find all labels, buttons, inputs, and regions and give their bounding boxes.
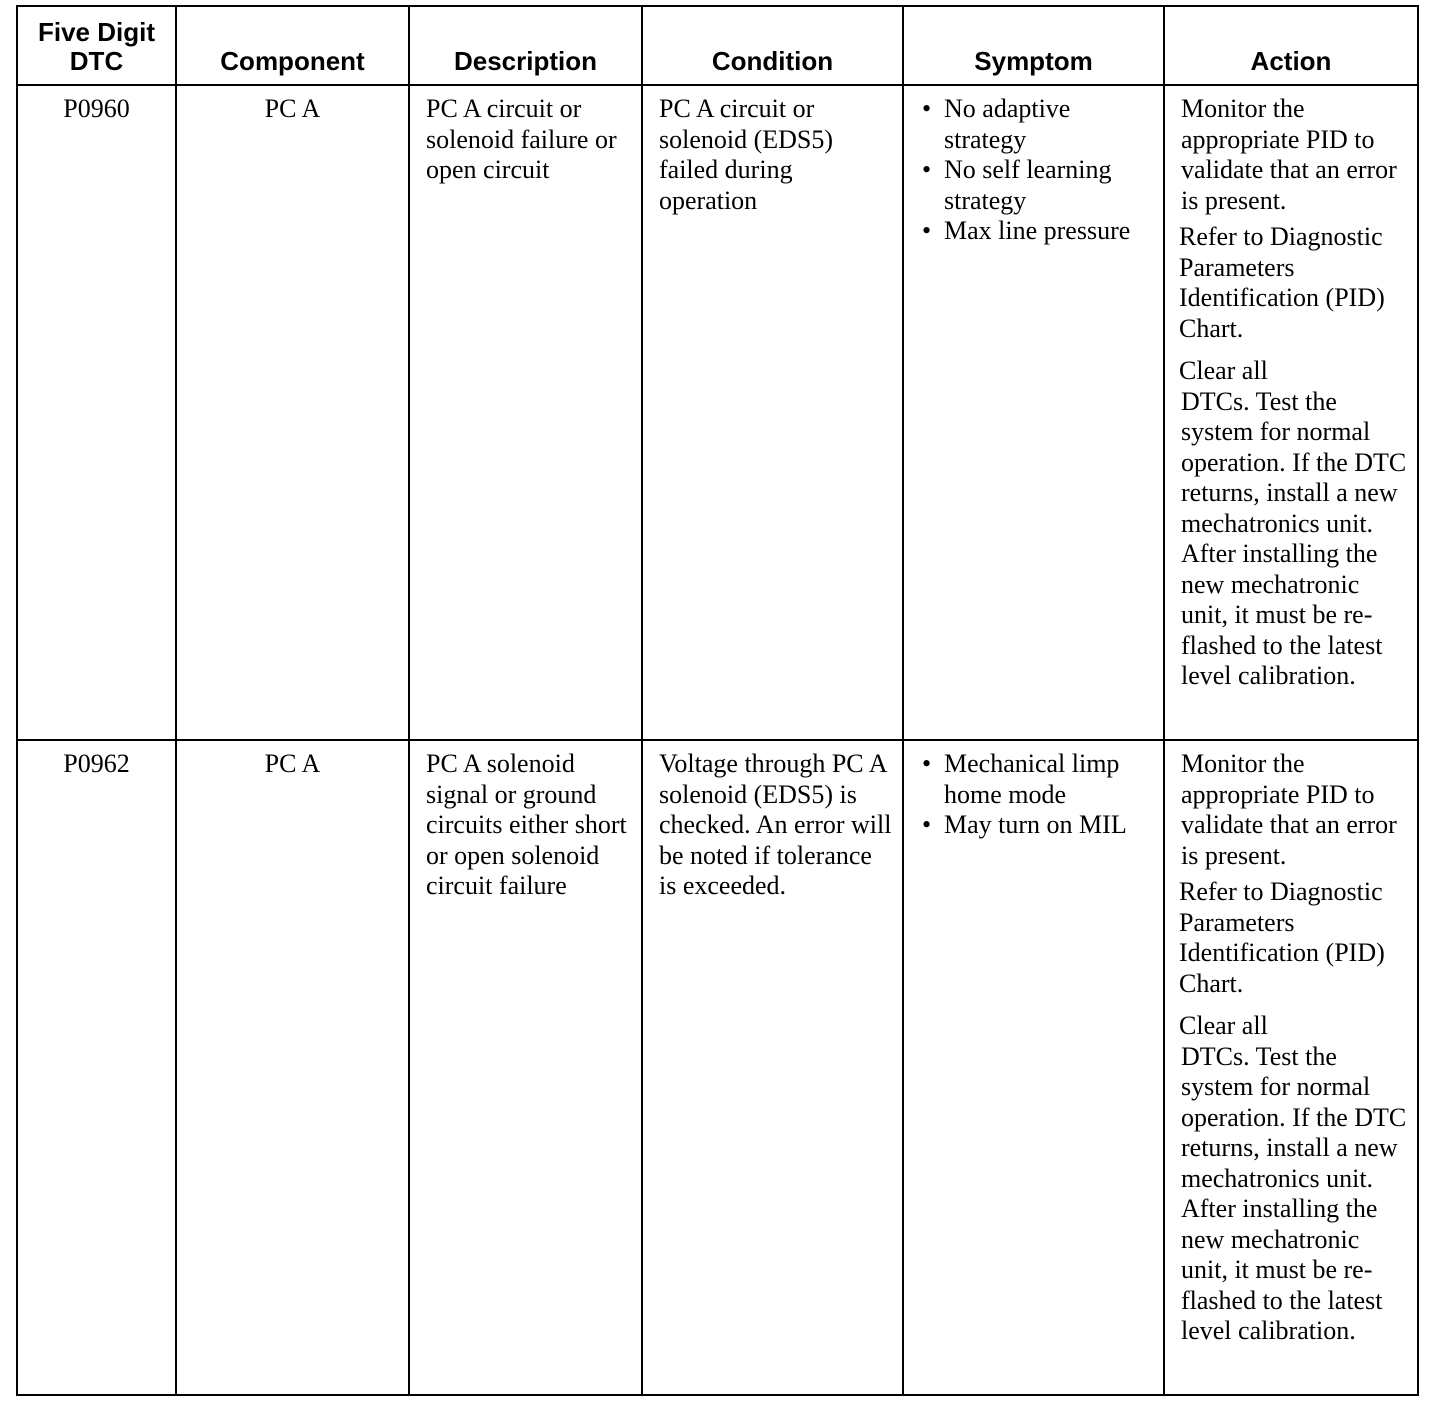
- action-clear-rest: DTCs. Test the system for normal operation. If the DTC returns, install a new mechatronics unit. After installing the new mechatronic unit, it must be re-flashed to the latest level calibration.: [1181, 1041, 1407, 1345]
- action-clear-lead: Clear all: [1179, 1011, 1268, 1040]
- header-dtc: Five Digit DTC: [17, 6, 176, 85]
- action-refer: Refer to Diagnostic Parameters Identification (PID) Chart.: [1179, 877, 1385, 998]
- action-clear: [1181, 356, 1409, 692]
- cell-component: PC A: [176, 85, 409, 740]
- table-row: [17, 740, 1418, 1395]
- dtc-table: [16, 5, 1419, 1396]
- symptom-item: • No adaptive strategy: [920, 94, 1155, 155]
- cell-description: PC A solenoid signal or ground circuits either short or open solenoid circuit failure: [409, 740, 642, 1395]
- header-description: Description: [409, 6, 642, 85]
- action-clear-lead: Clear all: [1179, 356, 1268, 385]
- action-monitor: Monitor the appropriate PID to validate that an error is present.: [1181, 749, 1397, 870]
- symptom-item: • Max line pressure: [920, 216, 1155, 247]
- cell-symptom: [903, 85, 1164, 740]
- header-row: [17, 6, 1418, 85]
- cell-symptom: [903, 740, 1164, 1395]
- cell-condition: Voltage through PC A solenoid (EDS5) is checked. An error will be noted if tolerance is exceeded.: [642, 740, 903, 1395]
- symptom-list: [920, 749, 1155, 841]
- cell-condition: PC A circuit or solenoid (EDS5) failed during operation: [642, 85, 903, 740]
- action-refer: Refer to Diagnostic Parameters Identification (PID) Chart.: [1179, 222, 1385, 343]
- action-monitor: Monitor the appropriate PID to validate that an error is present.: [1181, 94, 1397, 215]
- action-clear: [1181, 1011, 1409, 1347]
- cell-dtc: P0962: [17, 740, 176, 1395]
- header-action: Action: [1164, 6, 1418, 85]
- header-symptom: Symptom: [903, 6, 1164, 85]
- header-condition: Condition: [642, 6, 903, 85]
- cell-dtc: P0960: [17, 85, 176, 740]
- symptom-item: • Mechanical limp home mode: [920, 749, 1155, 810]
- cell-description: PC A circuit or solenoid failure or open circuit: [409, 85, 642, 740]
- cell-action: [1164, 85, 1418, 740]
- symptom-item: • May turn on MIL: [920, 810, 1155, 841]
- symptom-list: [920, 94, 1155, 247]
- cell-action: [1164, 740, 1418, 1395]
- symptom-item: • No self learning strategy: [920, 155, 1155, 216]
- header-component: Component: [176, 6, 409, 85]
- action-clear-rest: DTCs. Test the system for normal operation. If the DTC returns, install a new mechatronics unit. After installing the new mechatronic unit, it must be re-flashed to the latest level calibration.: [1181, 386, 1407, 690]
- cell-component: PC A: [176, 740, 409, 1395]
- table-row: [17, 85, 1418, 740]
